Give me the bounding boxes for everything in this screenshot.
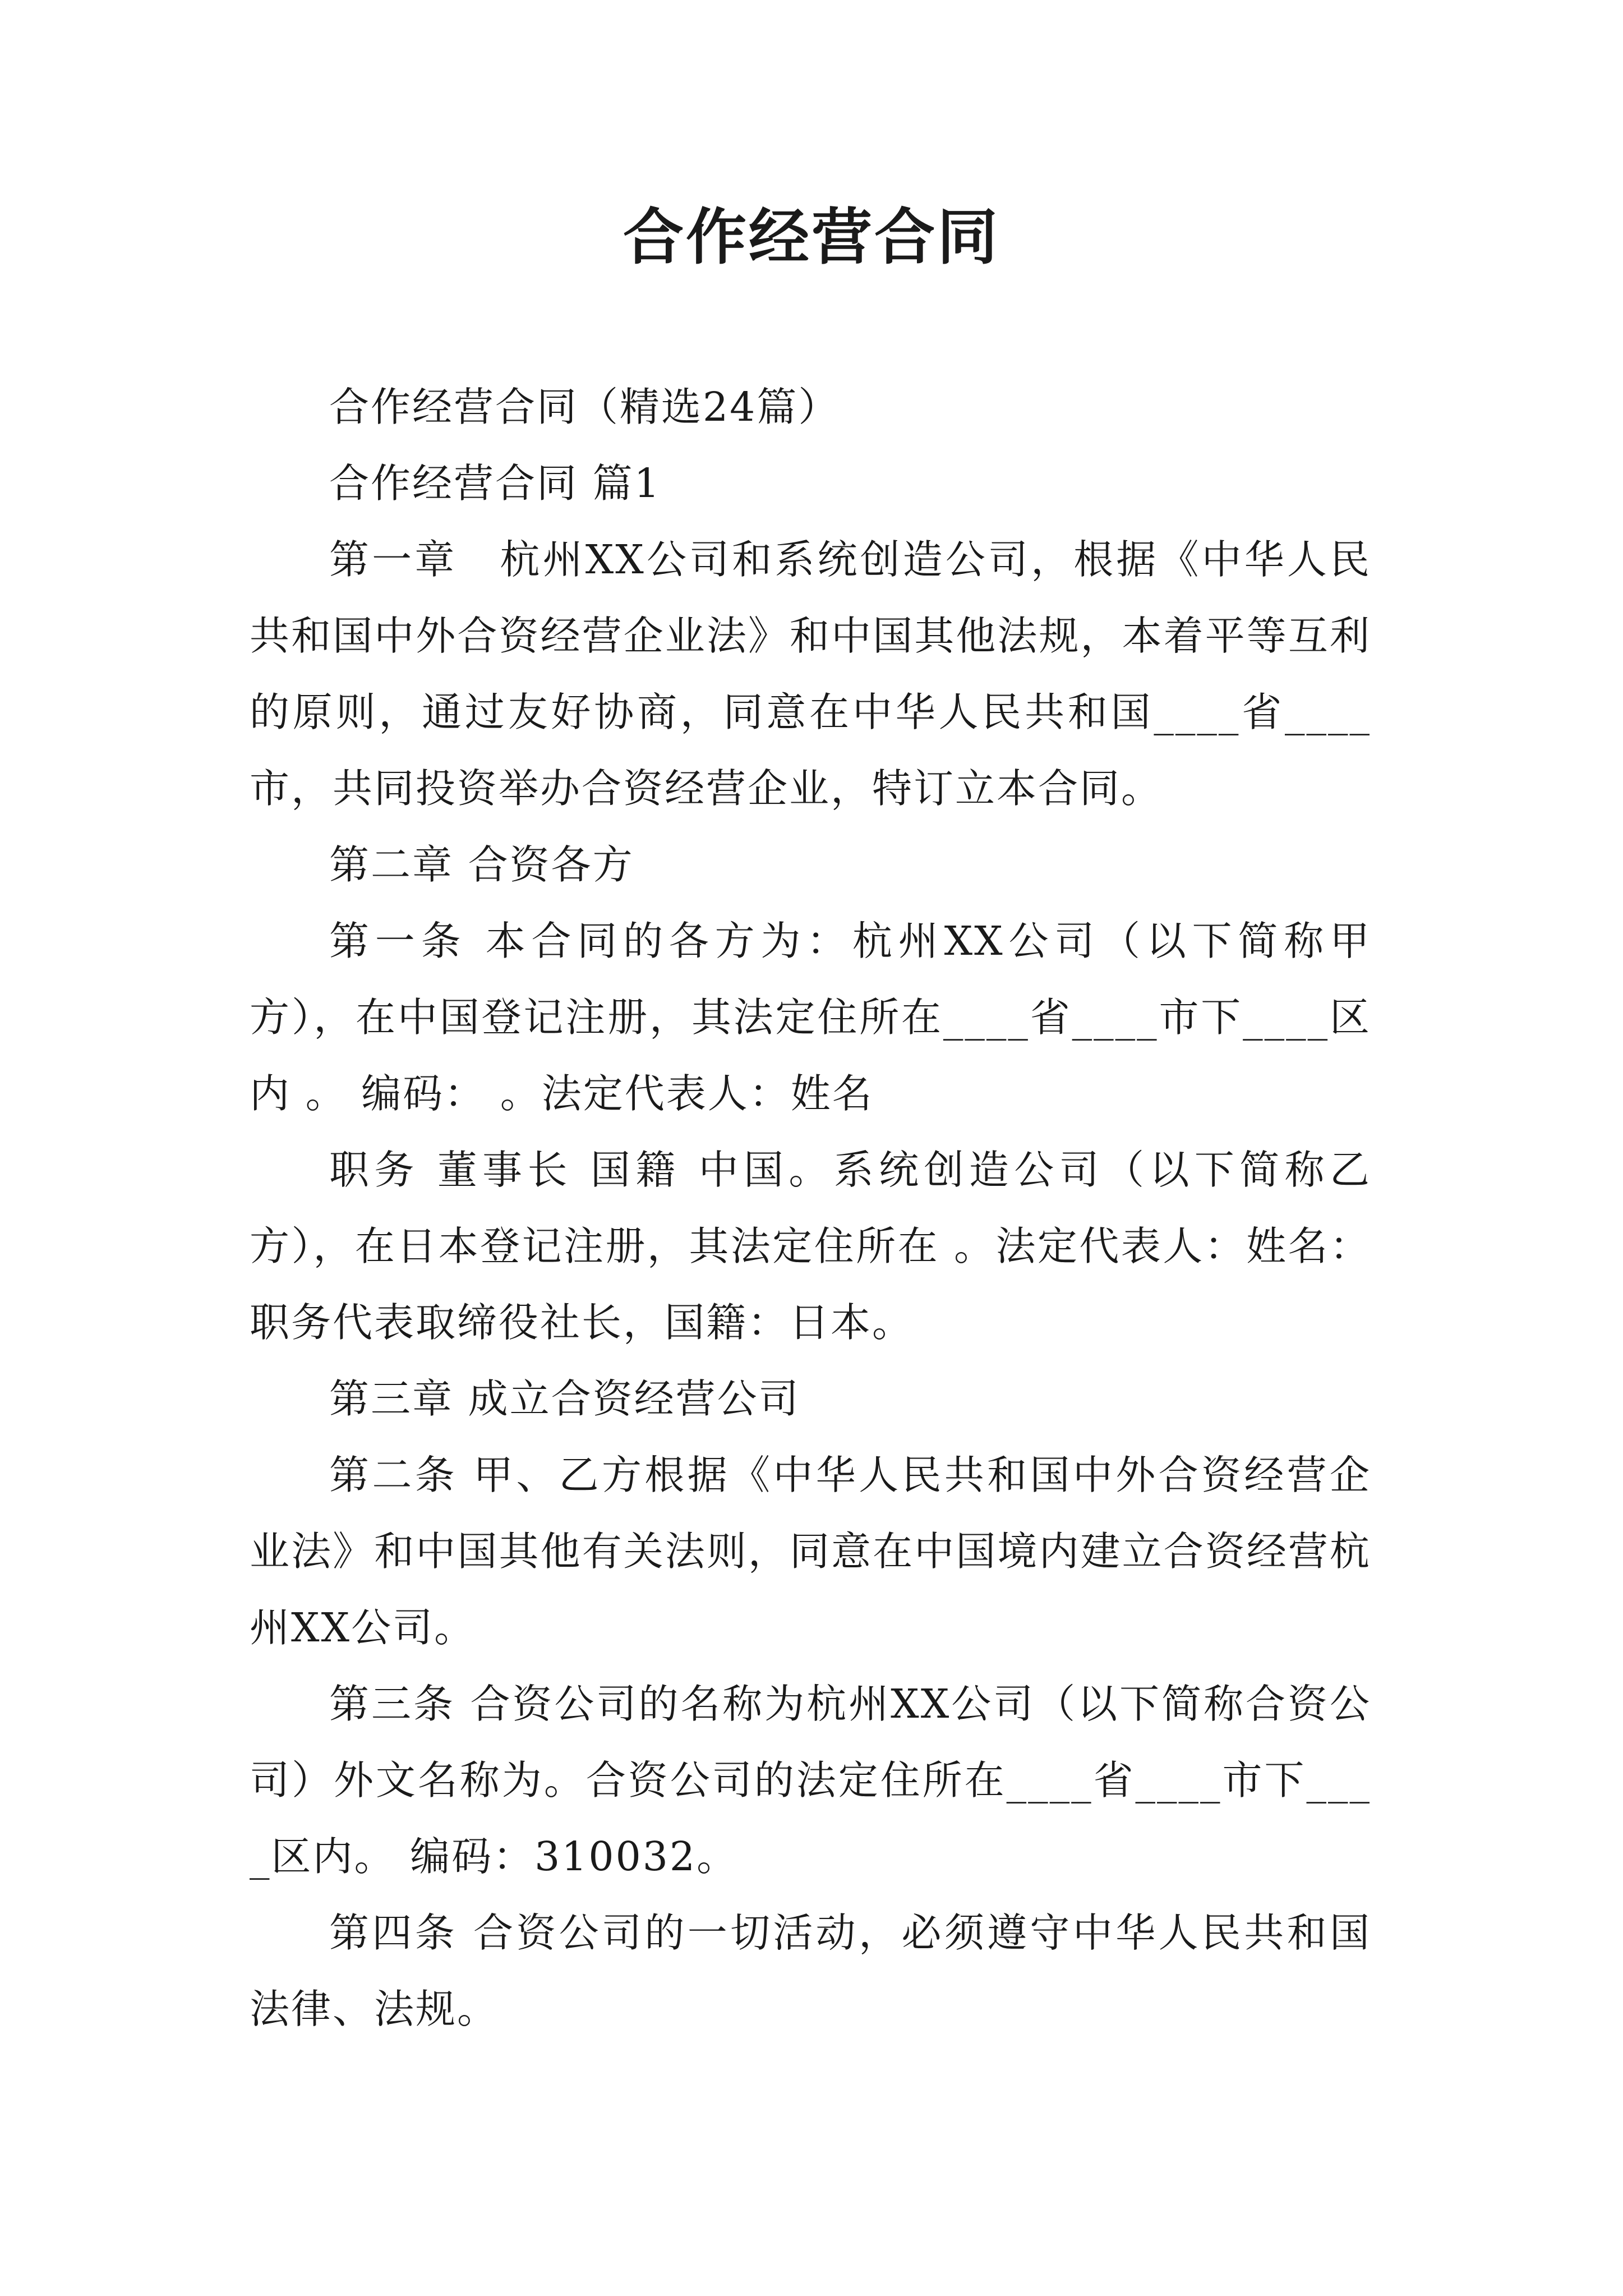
document-body xyxy=(250,369,1371,2047)
paragraph-section-heading: 合作经营合同 篇1 xyxy=(329,460,661,507)
paragraph-article-1: 第一条 本合同的各方为：杭州XX公司（以下简称甲方），在中国登记注册，其法定住所在____省____市下____区内 。 编码： 。法定代表人：姓名 xyxy=(250,918,1371,1117)
paragraph-subtitle: 合作经营合同（精选24篇） xyxy=(329,384,840,430)
paragraph-article-4: 第四条 合资公司的一切活动，必须遵守中华人民共和国法律、法规。 xyxy=(250,1910,1371,2032)
paragraph-article-1-continued: 职务 董事长 国籍 中国。系统创造公司（以下简称乙方），在日本登记注册，其法定住所在 。法定代表人：姓名：职务代表取缔役社长，国籍：日本。 xyxy=(250,1147,1371,1346)
paragraph-article-2: 第二条 甲、乙方根据《中华人民共和国中外合资经营企业法》和中国其他有关法则，同意在中国境内建立合资经营杭州XX公司。 xyxy=(250,1452,1371,1651)
paragraph-chapter-3-heading: 第三章 成立合资经营公司 xyxy=(329,1375,800,1422)
document-title: 合作经营合同 xyxy=(623,202,1000,273)
paragraph-chapter-2-heading: 第二章 合资各方 xyxy=(329,841,634,888)
paragraph-chapter-1: 第一章 杭州XX公司和系统创造公司，根据《中华人民共和国中外合资经营企业法》和中国其他法规，本着平等互利的原则，通过友好协商，同意在中华人民共和国____省____市，共同投资举办合资经营企业，特订立本合同。 xyxy=(250,536,1371,812)
paragraph-article-3: 第三条 合资公司的名称为杭州XX公司（以下简称合资公司）外文名称为。合资公司的法定住所在____省____市下____区内。 编码：310032。 xyxy=(250,1681,1371,1880)
